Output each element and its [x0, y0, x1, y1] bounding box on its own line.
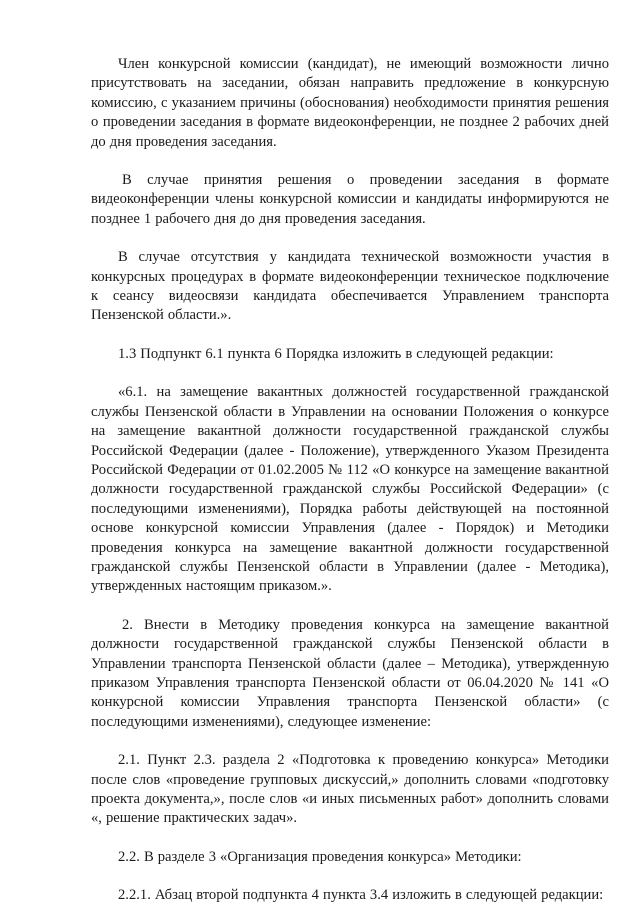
paragraph-commission-member: Член конкурсной комиссии (кандидат), не имеющий возможности лично присутствовать на заседании, обязан направить предложение в конкурсную комиссию, с указанием причины (обоснования) необходимости принятия решения о проведении заседания в формате видеоконференции, не позднее 2 рабочих дней до дня проведения заседания. [91, 56, 609, 150]
paragraph-clause-6-1: «6.1. на замещение вакантных должностей государственной гражданской службы Пензенской области в Управлении на основании Положения о конкурсе на замещение вакантной должности государственной гражданской службы Российской Федерации (далее - Положение), утвержденного Указом Президента Российской Федерации от 01.02.2005 № 112 «О конкурсе на замещение вакантной должности государственной гражданской службы Российской Федерации» (с последующими изменениями), Порядка работы действующей на постоянной основе конкурсной комиссии Управления (далее - Порядок) и Методики проведения конкурса на замещение вакантной должности государственной гражданской службы Пензенской области в Управлении (далее - Методика), утвержденных настоящим приказом.». [91, 384, 609, 595]
paragraph-subclause-1-3: 1.3 Подпункт 6.1 пункта 6 Порядка изложить в следующей редакции: [118, 345, 554, 362]
paragraph-clause-2-2-1: 2.2.1. Абзац второй подпункта 4 пункта 3.4 изложить в следующей редакции: [118, 887, 604, 904]
paragraph-clause-2-1: 2.1. Пункт 2.3. раздела 2 «Подготовка к проведению конкурса» Методики после слов «проведение групповых дискуссий,» дополнить словами «подготовку проекта документа,», после слов «и иных письменных работ» дополнить словами «, решение практических задач». [91, 752, 609, 827]
paragraph-videoconference-decision: В случае принятия решения о проведении заседания в формате видеоконференции члены конкурсной комиссии и кандидаты информируются не позднее 1 рабочего дня до дня проведения заседания. [91, 172, 609, 227]
paragraph-technical-connection: В случае отсутствия у кандидата технической возможности участия в конкурсных процедурах в формате видеоконференции техническое подключение к сеансу видеосвязи кандидата обеспечивается Управлением транспорта Пензенской области.». [91, 249, 609, 324]
paragraph-clause-2-2: 2.2. В разделе 3 «Организация проведения конкурса» Методики: [118, 848, 522, 865]
paragraph-clause-2: 2. Внести в Методику проведения конкурса на замещение вакантной должности государственной гражданской службы Пензенской области в Управлении транспорта Пензенской области (далее – Методика), утвержденную приказом Управления транспорта Пензенской области от 06.04.2020 № 141 «О конкурсной комиссии Управления транспорта Пензенской области» (с последующими изменениями), следующее изменение: [91, 616, 609, 730]
